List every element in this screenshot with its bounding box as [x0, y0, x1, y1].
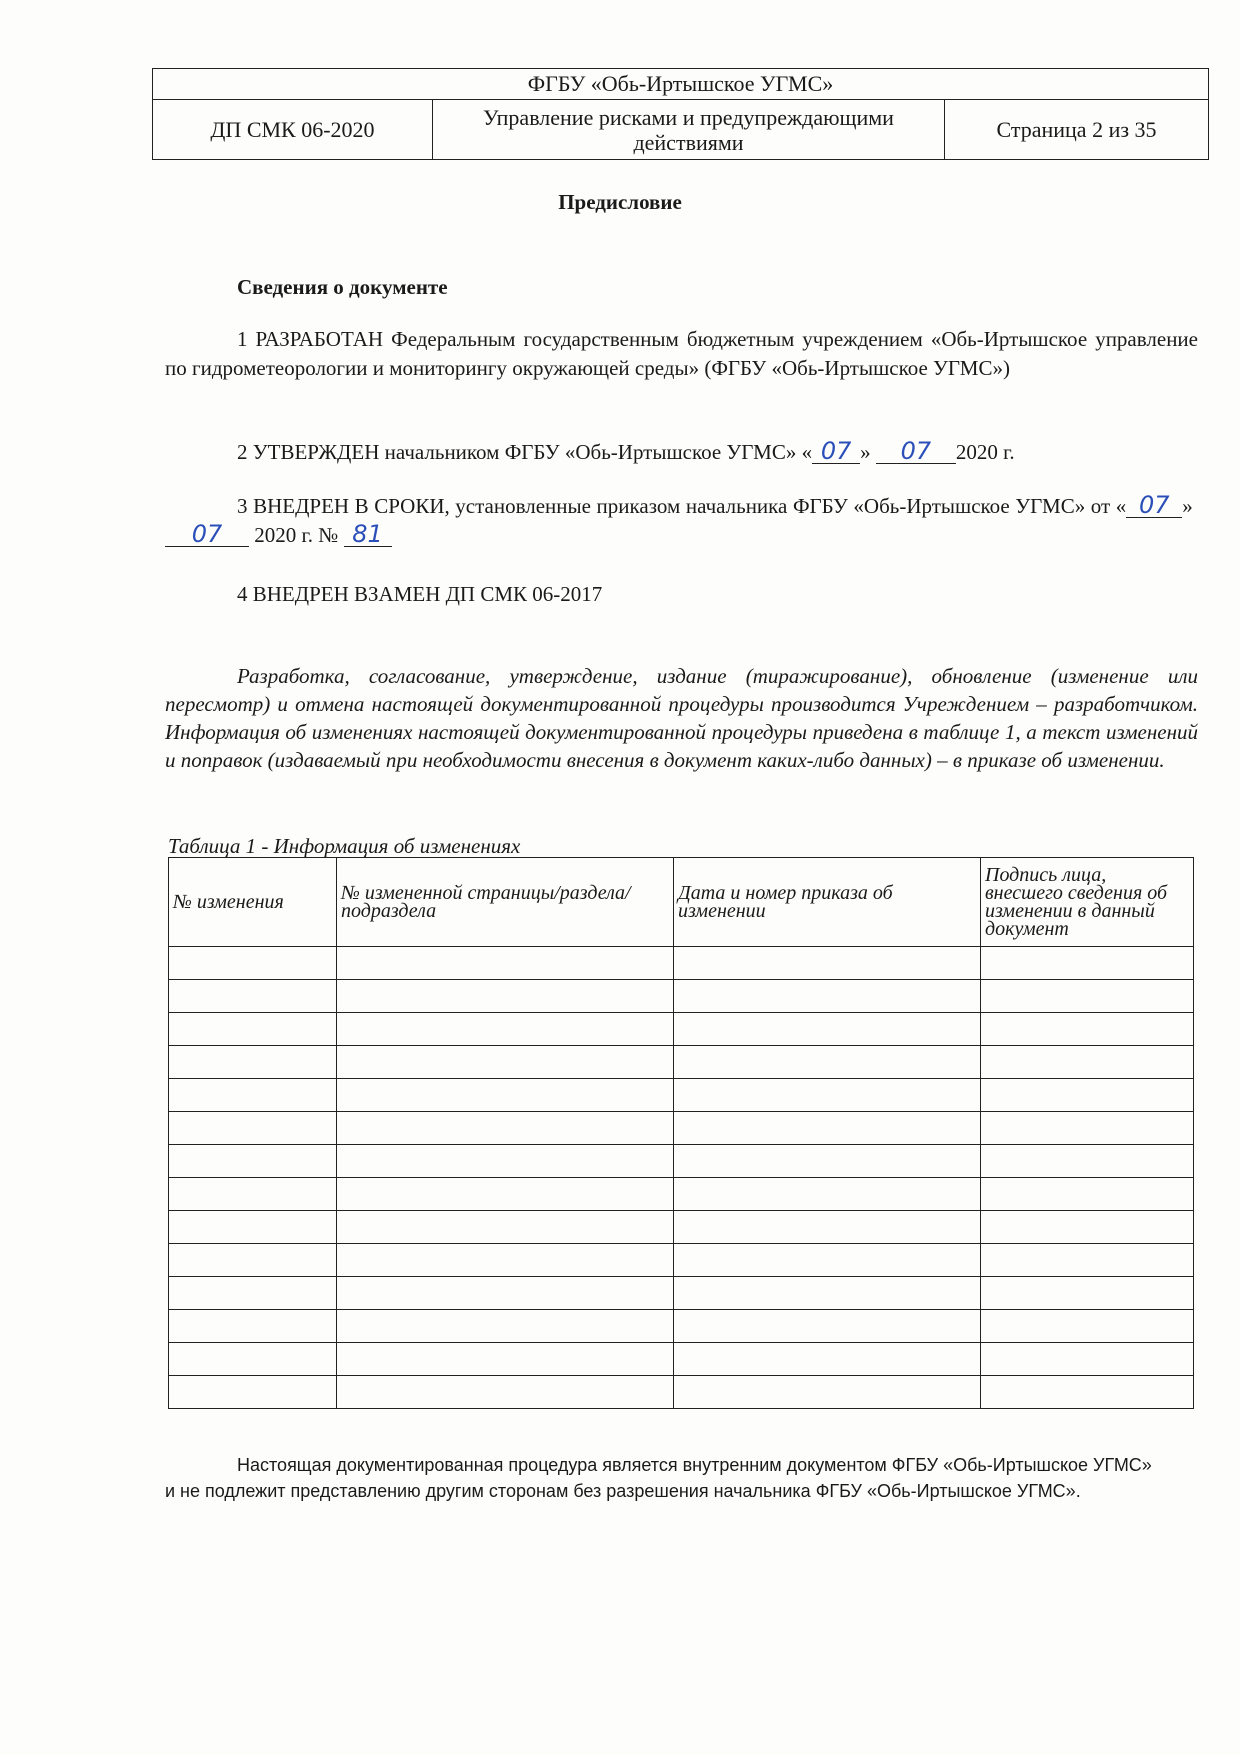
table-cell — [169, 1343, 337, 1376]
table-cell — [169, 1178, 337, 1211]
document-header — [152, 68, 1209, 160]
table-row — [169, 1013, 1194, 1046]
table-caption: Таблица 1 - Информация об изменениях — [168, 834, 521, 858]
item-3-year: 2020 г. № — [254, 523, 339, 547]
table-cell — [674, 1079, 981, 1112]
table-cell — [337, 1277, 674, 1310]
col-header-order-date: Дата и номер приказа об изменении — [674, 858, 981, 947]
table-cell — [337, 1244, 674, 1277]
table-cell — [337, 1310, 674, 1343]
table-cell — [169, 1145, 337, 1178]
table-cell — [169, 1079, 337, 1112]
table-cell — [337, 980, 674, 1013]
table-cell — [674, 980, 981, 1013]
table-row — [169, 1079, 1194, 1112]
table-cell — [981, 980, 1194, 1013]
table-cell — [981, 1178, 1194, 1211]
header-doc-title: Управление рисками и предупреждающими действиями — [433, 100, 945, 159]
table-cell — [674, 1277, 981, 1310]
table-row — [169, 1211, 1194, 1244]
table-row — [169, 1244, 1194, 1277]
table-cell — [169, 1112, 337, 1145]
table-row — [169, 1145, 1194, 1178]
table-cell — [674, 1343, 981, 1376]
table-cell — [981, 1244, 1194, 1277]
table-cell — [674, 947, 981, 980]
table-cell — [981, 947, 1194, 980]
table-cell — [337, 947, 674, 980]
table-cell — [674, 1145, 981, 1178]
table-cell — [337, 1112, 674, 1145]
footer-line-2: и не подлежит представлению другим сторонам без разрешения начальника ФГБУ «Обь-Иртышское УГМС». — [165, 1481, 1081, 1501]
table-cell — [337, 1343, 674, 1376]
table-cell — [674, 1310, 981, 1343]
col-header-change-number: № изменения — [169, 858, 337, 947]
header-doc-code: ДП СМК 06-2020 — [153, 100, 433, 159]
footer-line-1: Настоящая документированная процедура является внутренним документом ФГБУ «Обь-Иртышское УГМС» — [237, 1455, 1152, 1475]
header-page-number: Страница 2 из 35 — [996, 117, 1157, 142]
table-cell — [981, 1046, 1194, 1079]
table-cell — [981, 1079, 1194, 1112]
table-cell — [337, 1145, 674, 1178]
table-row — [169, 1343, 1194, 1376]
item-3-day-handwritten: 07 — [1126, 493, 1182, 518]
table-cell — [169, 980, 337, 1013]
table-cell — [169, 1277, 337, 1310]
table-row — [169, 1046, 1194, 1079]
table-row — [169, 947, 1194, 980]
section-subtitle: Сведения о документе — [237, 275, 448, 299]
item-1-developed: 1 РАЗРАБОТАН Федеральным государственным бюджетным учреждением «Обь-Иртышское управление по гидрометеорологии и мониторингу окружающей среды» (ФГБУ «Обь-Иртышское УГМС») — [165, 327, 1198, 380]
italic-paragraph: Разработка, согласование, утверждение, издание (тиражирование), обновление (изменение или пересмотр) и отмена настоящей документированной процедуры производится Учреждением – разработчиком. Информация об изменениях настоящей документированной процедуры приведена в таблице 1, а текст изменений и поправок (издаваемый при необходимости внесения в документ каких-либо данных) – в приказе об изменении. — [165, 664, 1198, 772]
changes-table — [168, 857, 1194, 1409]
table-cell — [674, 1376, 981, 1409]
table-row — [169, 1310, 1194, 1343]
table-cell — [981, 1145, 1194, 1178]
table-cell — [337, 1013, 674, 1046]
table-cell — [674, 1211, 981, 1244]
table-body — [169, 947, 1194, 1409]
table-cell — [337, 1376, 674, 1409]
table-header-row — [169, 858, 1194, 947]
table-cell — [169, 1310, 337, 1343]
table-cell — [337, 1211, 674, 1244]
table-cell — [674, 1013, 981, 1046]
table-cell — [169, 1376, 337, 1409]
table-cell — [169, 1013, 337, 1046]
table-cell — [169, 1211, 337, 1244]
table-cell — [169, 1244, 337, 1277]
table-cell — [981, 1376, 1194, 1409]
item-2-prefix: 2 УТВЕРЖДЕН начальником ФГБУ «Обь-Иртышское УГМС» « — [237, 440, 813, 464]
footer-note — [165, 1452, 1198, 1504]
table-cell — [674, 1244, 981, 1277]
table-cell — [981, 1310, 1194, 1343]
table-row — [169, 1277, 1194, 1310]
item-3-month-handwritten: 07 — [165, 522, 249, 547]
col-header-signature: Подпись лица, внесшего сведения об изменении в данный документ — [981, 858, 1194, 947]
table-row — [169, 1178, 1194, 1211]
table-cell — [981, 1343, 1194, 1376]
table-cell — [981, 1211, 1194, 1244]
table-cell — [337, 1079, 674, 1112]
table-cell — [674, 1178, 981, 1211]
header-organization: ФГБУ «Обь-Иртышское УГМС» — [153, 69, 1208, 100]
item-3-prefix: 3 ВНЕДРЕН В СРОКИ, установленные приказом начальника ФГБУ «Обь-Иртышское УГМС» от « — [237, 494, 1127, 518]
table-cell — [674, 1046, 981, 1079]
table-cell — [169, 1046, 337, 1079]
col-header-changed-page: № измененной страницы/раздела/подраздела — [337, 858, 674, 947]
item-2-day-handwritten: 07 — [812, 439, 860, 464]
table-row — [169, 1376, 1194, 1409]
table-row — [169, 1112, 1194, 1145]
table-cell — [337, 1178, 674, 1211]
page-title: Предисловие — [558, 190, 682, 214]
table-cell — [981, 1277, 1194, 1310]
item-3-mid: » — [1182, 494, 1193, 518]
table-cell — [981, 1013, 1194, 1046]
table-cell — [981, 1112, 1194, 1145]
item-2-approved — [237, 438, 1015, 467]
table-row — [169, 980, 1194, 1013]
table-cell — [169, 947, 337, 980]
table-cell — [337, 1046, 674, 1079]
item-4-replaces: 4 ВНЕДРЕН ВЗАМЕН ДП СМК 06-2017 — [237, 582, 603, 606]
item-2-suffix: 2020 г. — [955, 440, 1015, 464]
item-3-number-handwritten: 81 — [344, 522, 392, 547]
table-cell — [674, 1112, 981, 1145]
item-2-month-handwritten: 07 — [876, 439, 956, 464]
item-2-mid: » — [860, 440, 871, 464]
item-3-implemented — [165, 492, 1198, 550]
